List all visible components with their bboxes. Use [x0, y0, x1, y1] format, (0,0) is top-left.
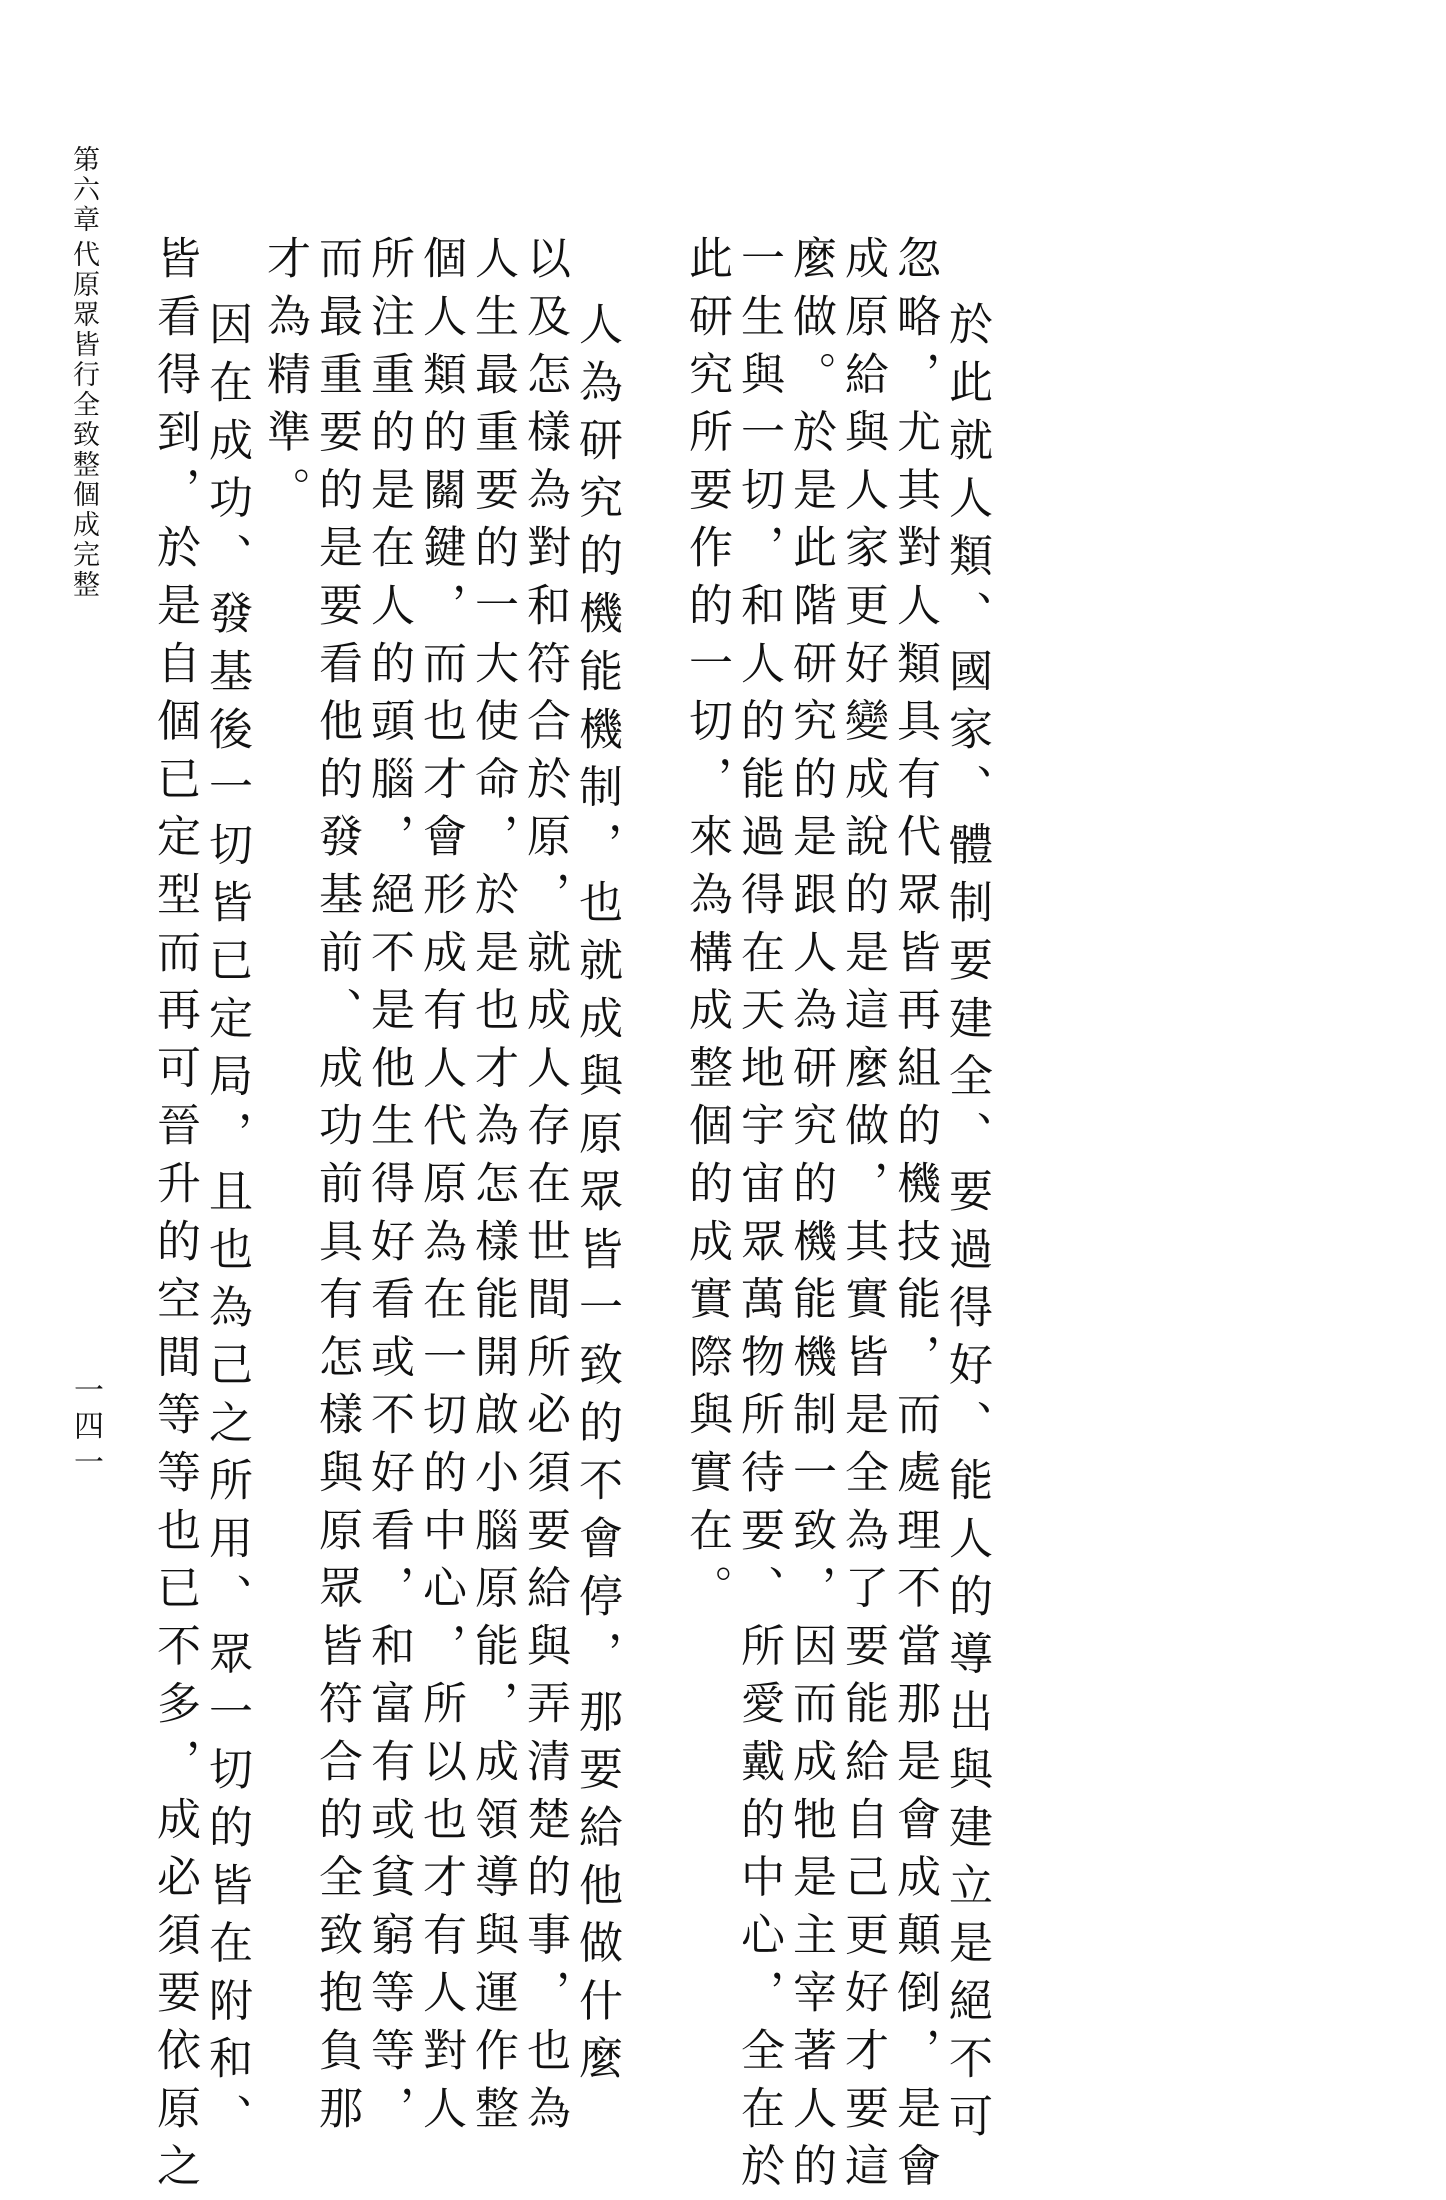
body-column-3: 成原給與人家更好變成說的是這麼做，其實皆是全為了要能給自己更好才要這 — [837, 235, 888, 2200]
body-column-6: 此研究所要作的一切，來為構成整個的成實際與實在。 — [681, 235, 732, 1623]
body-column-1: 於此就人類、國家、體制要建全、要過得好、能人的導出與建立是絕不可 — [941, 301, 992, 2151]
body-column-7: 人為研究的機能機制，也就成與原眾皆一致的不會停，那要給他做什麼 — [571, 301, 622, 2093]
body-column-10: 個人類的關鍵，而也才會形成有人代原為在一切的中心，所以也才有人對人 — [415, 235, 466, 2143]
body-column-12: 而最重要的是要看他的發基前、成功前具有怎樣與原眾皆符合的全致抱負那 — [311, 235, 362, 2143]
body-column-9: 人生最重要的一大使命，於是也才為怎樣能開啟小腦原能，成領導與運作整 — [467, 235, 518, 2143]
body-column-14: 因在成功、發基後一切皆已定局，且也為己之所用、眾一切的皆在附和、 — [201, 301, 252, 2151]
body-column-8: 以及怎樣為對和符合於原，就成人存在世間所必須要給與弄清楚的事，也為 — [519, 235, 570, 2143]
body-column-4: 麼做。於是此階研究的是跟人為研究的機能機制一致，因而成牠是主宰著人的 — [785, 235, 836, 2200]
body-column-15: 皆看得到，於是自個已定型而再可晉升的空間等等也已不多，成必須要依原之 — [149, 235, 200, 2200]
body-column-13: 才為精準。 — [259, 235, 310, 524]
page-number: 一四一 — [68, 1374, 103, 1482]
body-column-5: 一生與一切，和人的能過得在天地宇宙眾萬物所待要、所愛戴的中心，全在於 — [733, 235, 784, 2200]
body-column-2: 忽略，尤其對人類具有代眾皆再組的機技能，而處理不當那是會成顛倒，是會 — [889, 235, 940, 2200]
chapter-label: 第六章 — [68, 145, 99, 235]
body-column-11: 所注重的是在人的頭腦，絕不是他生得好看或不好看，和富有或貧窮等等， — [363, 235, 414, 2143]
chapter-title: 代原眾皆行全致整個成完整 — [68, 240, 99, 600]
